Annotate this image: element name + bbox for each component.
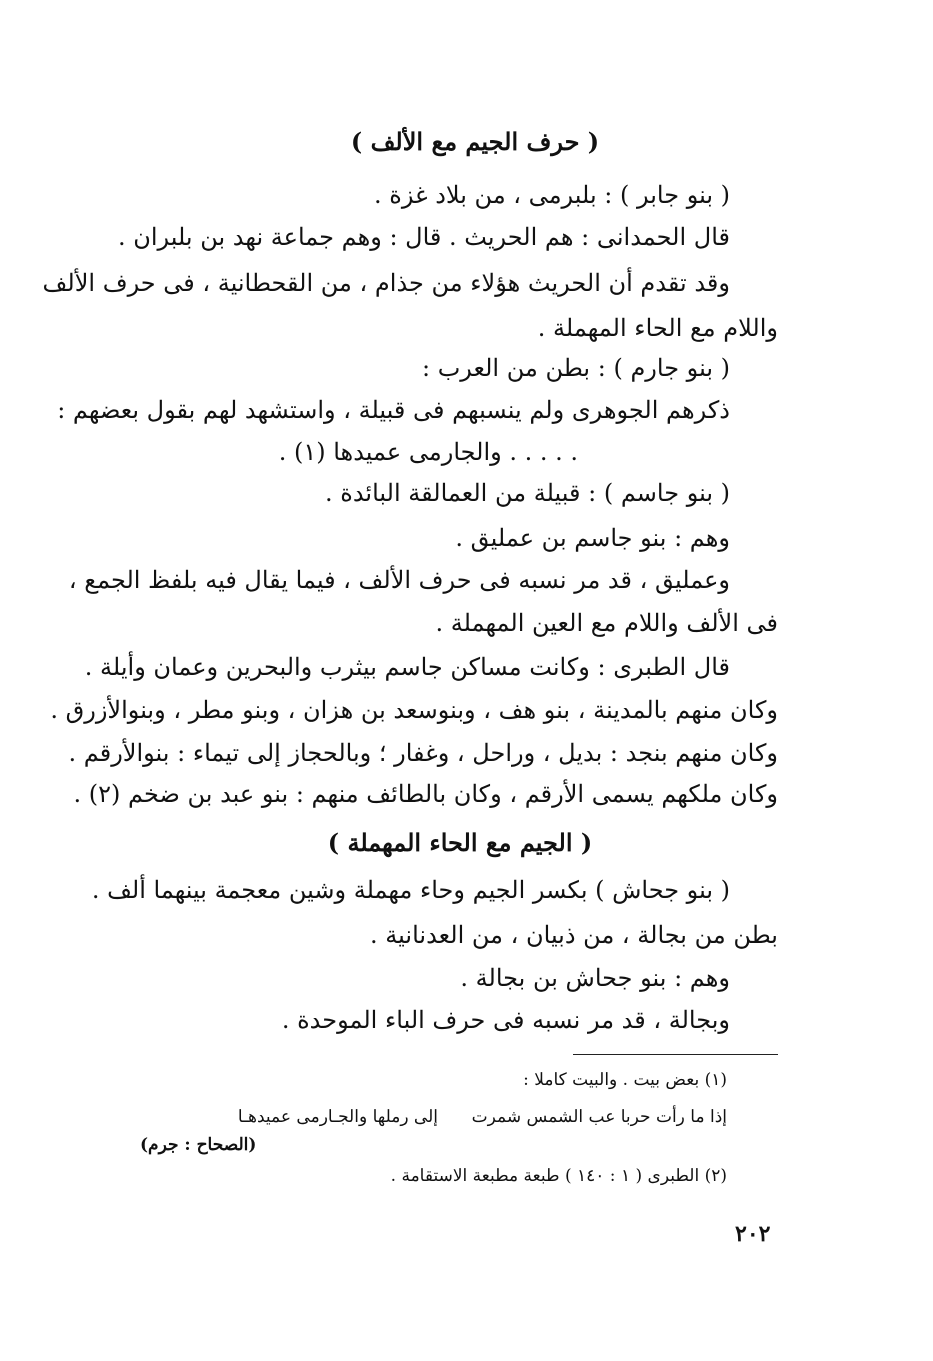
text-line: وعمليق ، قد مر نسبه فى حرف الألف ، فيما يقال فيه بلفظ الجمع ،: [68, 566, 730, 594]
text-line: واللام مع الحاء المهملة .: [537, 314, 778, 342]
entry-banu-jabir: ( بنو جابر ) : بلبرمى ، من بلاد غزة .: [373, 181, 730, 209]
text-line: وهم : بنو جاسم بن عمليق .: [455, 524, 730, 552]
footnote-1: (١) بعض بيت . والبيت كاملا :: [523, 1070, 727, 1090]
text-line: قال الحمدانى : هم الحريث . قال : وهم جماعة نهد بن بلبران .: [117, 223, 730, 251]
text-line: وهم : بنو جحاش بن بجالة .: [460, 964, 730, 992]
text-line: وقد تقدم أن الحريث هؤلاء من جذام ، من القحطانية ، فى حرف الألف: [42, 269, 730, 297]
footnote-verse-second-hemistich: إلى رملها والجـارمى عميدهـا: [237, 1107, 438, 1127]
page-number: ٢٠٢: [735, 1221, 771, 1247]
text-line: فى الألف واللام مع العين المهملة .: [435, 609, 778, 637]
text-line: وكان منهم بنجد : بديل ، وراحل ، وغفار ؛ وبالحجاز إلى تيماء : بنوالأرقم .: [68, 739, 778, 767]
verse-fragment: . . . . . والجارمى عميدها (١) .: [278, 438, 578, 466]
text-line: وبجالة ، قد مر نسبه فى حرف الباء الموحدة .: [281, 1006, 730, 1034]
footnote-divider: [573, 1054, 778, 1055]
footnote-verse-first-hemistich: إذا ما رأت حربا عب الشمس شمرت: [471, 1107, 727, 1127]
text-line: وكان ملكهم يسمى الأرقم ، وكان بالطائف منهم : بنو عبد بن ضخم (٢) .: [73, 780, 778, 808]
entry-banu-jarim: ( بنو جارم ) : بطن من العرب :: [421, 354, 730, 382]
footnote-2: (٢) الطبرى ( ١ : ١٤٠ ) طبعة مطبعة الاستقامة .: [390, 1166, 727, 1186]
footnote-source: (الصحاح : جرم): [140, 1135, 257, 1155]
entry-banu-jahhash: ( بنو جحاش ) بكسر الجيم وحاء مهملة وشين معجمة بينهما ألف .: [91, 876, 730, 904]
text-line: وكان منهم بالمدينة ، بنو هف ، وبنوسعد بن هزان ، وبنو مطر ، وبنوالأزرق .: [50, 696, 778, 724]
subsection-heading: ( الجيم مع الحاء المهملة ): [327, 828, 593, 857]
section-heading: ( حرف الجيم مع الألف ): [350, 127, 600, 156]
text-line: ذكرهم الجوهرى ولم ينسبهم فى قبيلة ، واستشهد لهم بقول بعضهم :: [57, 396, 730, 424]
text-line: قال الطبرى : وكانت مساكن جاسم بيثرب والبحرين وعمان وأيلة .: [84, 653, 730, 681]
text-line: بطن من بجالة ، من ذبيان ، من العدنانية .: [370, 921, 778, 949]
entry-banu-jasim: ( بنو جاسم ) : قبيلة من العمالقة البائدة .: [325, 479, 730, 507]
